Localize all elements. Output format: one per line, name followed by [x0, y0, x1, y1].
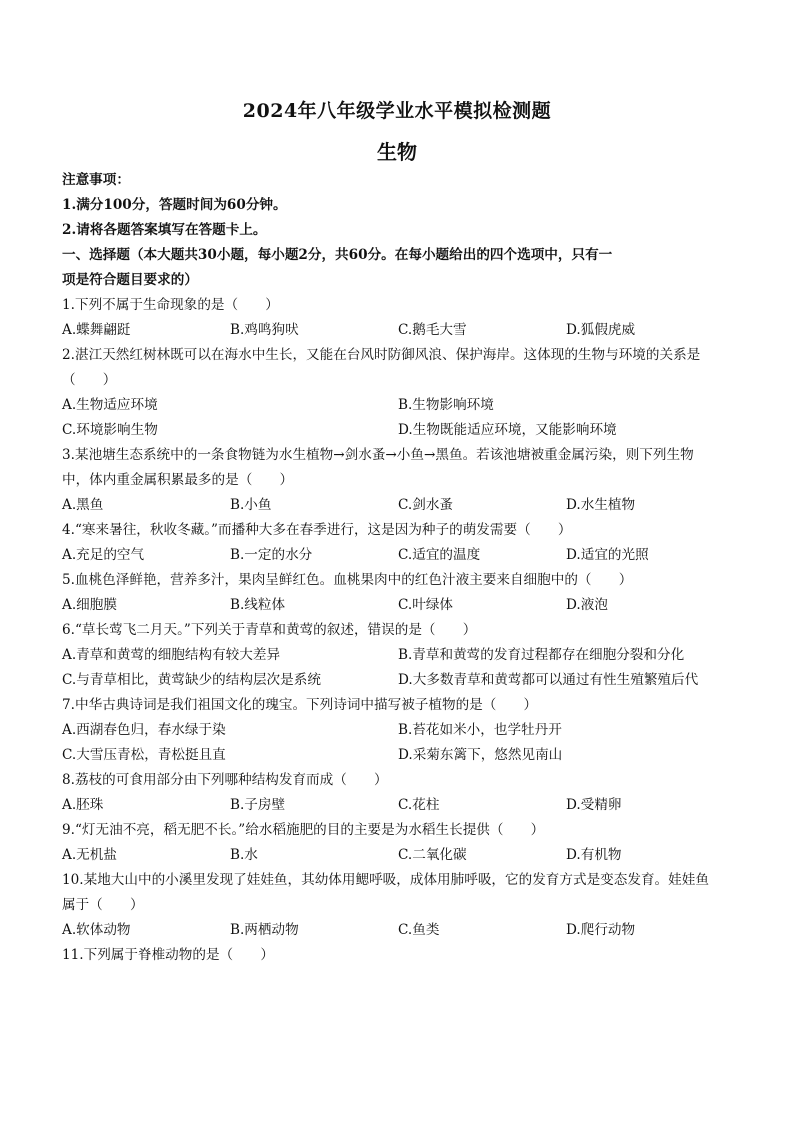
option-b: B.两栖动物 [230, 922, 299, 938]
question-stem: 10.某地大山中的小溪里发现了娃娃鱼，其幼体用鳃呼吸，成体用肺呼吸，它的发育方式是变态发育。娃娃鱼 [62, 872, 709, 888]
option-d: D.爬行动物 [566, 922, 636, 938]
option-a: A.生物适应环境 [62, 397, 158, 413]
option-a: A.黑鱼 [62, 497, 104, 513]
option-b: B.小鱼 [230, 497, 272, 513]
option-d: D.水生植物 [566, 497, 636, 513]
option-a: A.蝶舞翩跹 [62, 322, 131, 338]
question-stem: 9.“灯无油不亮，稻无肥不长。”给水稻施肥的目的主要是为水稻生长提供（ ） [62, 822, 545, 838]
option-b: B.一定的水分 [230, 547, 313, 563]
question-stem: 6.“草长莺飞二月天。”下列关于青草和黄莺的叙述，错误的是（ ） [62, 622, 477, 638]
option-c: C.叶绿体 [398, 597, 454, 613]
option-b: B.水 [230, 847, 258, 863]
option-a: A.青草和黄莺的细胞结构有较大差异 [62, 647, 281, 663]
option-b: B.子房壁 [230, 797, 286, 813]
question-stem: 4.“寒来暑往，秋收冬藏。”而播种大多在春季进行，这是因为种子的萌发需要（ ） [62, 522, 572, 538]
option-c: C.大雪压青松，青松挺且直 [62, 747, 226, 763]
option-b: B.生物影响环境 [398, 397, 494, 413]
question-options [62, 543, 734, 568]
question-stem-cont: （ ） [62, 372, 117, 388]
question-options [62, 718, 734, 743]
section-heading: 一、选择题（本大题共30小题，每小题2分，共60分。在每小题给出的四个选项中，只有一 [62, 247, 613, 263]
subject-title: 生物 [377, 140, 417, 164]
question-options [62, 793, 734, 818]
option-a: A.充足的空气 [62, 547, 145, 563]
question-options [62, 593, 734, 618]
option-d: D.有机物 [566, 847, 622, 863]
option-c: C.适宜的温度 [398, 547, 481, 563]
question-options [62, 393, 734, 418]
question-options [62, 743, 734, 768]
page-title: 2024年八年级学业水平模拟检测题 [242, 100, 552, 122]
note-item: 1.满分100分，答题时间为60分钟。 [62, 197, 287, 213]
option-a: A.无机盐 [62, 847, 117, 863]
option-d: D.受精卵 [566, 797, 622, 813]
question-stem: 3.某池塘生态系统中的一条食物链为水生植物→剑水蚤→小鱼→黑鱼。若该池塘被重金属污染，则下列生物 [62, 447, 694, 463]
option-b: B.苔花如米小，也学牡丹开 [398, 722, 562, 738]
exam-content [62, 168, 734, 968]
option-d: D.生物既能适应环境，又能影响环境 [398, 422, 617, 438]
option-c: C.花柱 [398, 797, 440, 813]
question-stem-cont: 中，体内重金属积累最多的是（ ） [62, 472, 294, 488]
option-a: A.胚珠 [62, 797, 104, 813]
option-d: D.大多数青草和黄莺都可以通过有性生殖繁殖后代 [398, 672, 699, 688]
option-d: D.采菊东篱下，悠然见南山 [398, 747, 563, 763]
option-d: D.液泡 [566, 597, 608, 613]
option-c: C.鹅毛大雪 [398, 322, 467, 338]
option-a: A.细胞膜 [62, 597, 117, 613]
option-b: B.青草和黄莺的发育过程都存在细胞分裂和分化 [398, 647, 685, 663]
option-c: C.鱼类 [398, 922, 440, 938]
question-options [62, 418, 734, 443]
section-heading-cont: 项是符合题目要求的） [62, 272, 198, 288]
question-stem: 1.下列不属于生命现象的是（ ） [62, 297, 279, 313]
option-b: B.鸡鸣狗吠 [230, 322, 299, 338]
question-options [62, 918, 734, 943]
option-c: C.环境影响生物 [62, 422, 158, 438]
question-options [62, 843, 734, 868]
note-item: 2.请将各题答案填写在答题卡上。 [62, 222, 267, 238]
question-stem: 8.荔枝的可食用部分由下列哪种结构发育而成（ ） [62, 772, 388, 788]
question-stem: 7.中华古典诗词是我们祖国文化的瑰宝。下列诗词中描写被子植物的是（ ） [62, 697, 538, 713]
option-d: D.适宜的光照 [566, 547, 649, 563]
option-c: C.剑水蚤 [398, 497, 454, 513]
option-d: D.狐假虎威 [566, 322, 636, 338]
option-a: A.西湖春色归，春水绿于染 [62, 722, 226, 738]
question-stem: 5.血桃色泽鲜艳，营养多汁，果肉呈鲜红色。血桃果肉中的红色汁液主要来自细胞中的（ ） [62, 572, 633, 588]
question-options [62, 318, 734, 343]
option-b: B.线粒体 [230, 597, 286, 613]
question-stem: 11.下列属于脊椎动物的是（ ） [62, 947, 274, 963]
question-options [62, 668, 734, 693]
notes-heading: 注意事项： [62, 172, 130, 188]
option-a: A.软体动物 [62, 922, 131, 938]
option-c: C.与青草相比，黄莺缺少的结构层次是系统 [62, 672, 321, 688]
option-c: C.二氧化碳 [398, 847, 467, 863]
question-options [62, 493, 734, 518]
question-stem-cont: 属于（ ） [62, 897, 144, 913]
question-options [62, 643, 734, 668]
question-stem: 2.湛江天然红树林既可以在海水中生长，又能在台风时防御风浪、保护海岸。这体现的生物与环境的关系是 [62, 347, 701, 363]
